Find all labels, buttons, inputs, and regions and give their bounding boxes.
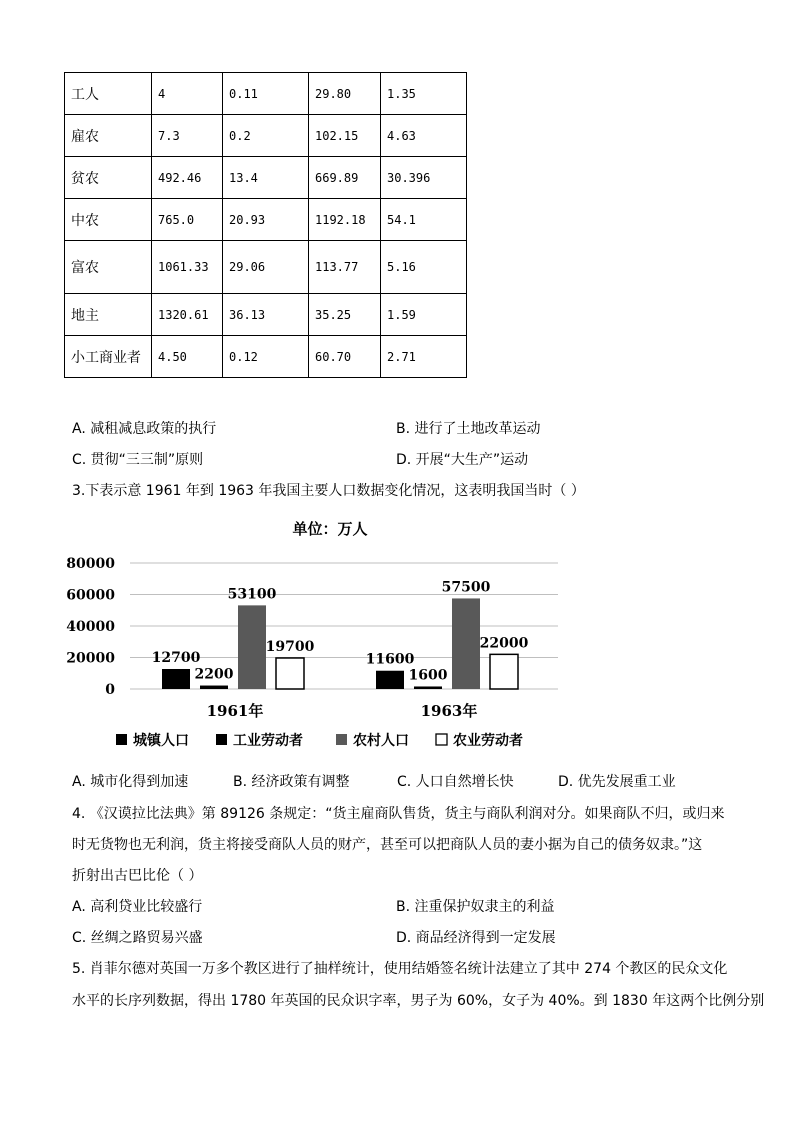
table-cell: 35.25	[309, 294, 381, 336]
legend-swatch	[216, 734, 227, 745]
row-label: 地主	[65, 294, 152, 336]
table-cell: 0.2	[223, 115, 309, 157]
row-label: 富农	[65, 241, 152, 294]
legend-label: 城镇人口	[133, 733, 189, 749]
q3-option-c: C. 人口自然增长快	[397, 774, 514, 790]
table-cell: 60.70	[309, 336, 381, 378]
table-cell: 1.59	[381, 294, 467, 336]
table-cell: 669.89	[309, 157, 381, 199]
q4-stem-line1: 4. 《汉谟拉比法典》第 89126 条规定：“货主雇商队售货，货主与商队利润对分。如果商队不归，或归来	[72, 806, 725, 822]
bar	[376, 671, 404, 689]
table-cell: 4	[152, 73, 223, 115]
q2-option-b: B. 进行了土地改革运动	[396, 421, 541, 437]
legend-swatch	[436, 734, 447, 745]
q2-option-d: D. 开展“大生产”运动	[396, 452, 529, 468]
chart-title: 单位：万人	[292, 520, 368, 538]
table-cell: 1320.61	[152, 294, 223, 336]
table-row	[65, 241, 467, 294]
table-cell: 0.12	[223, 336, 309, 378]
table-cell: 492.46	[152, 157, 223, 199]
q4-stem-line2: 时无货物也无利润，货主将接受商队人员的财产，甚至可以把商队人员的妻小据为自己的债务奴隶。”这	[72, 837, 703, 853]
bar-value-label: 53100	[227, 586, 277, 603]
q4-option-a: A. 高利贷业比较盛行	[72, 899, 203, 915]
bar-value-label: 57500	[441, 579, 491, 596]
table-cell: 29.06	[223, 241, 309, 294]
table-cell: 0.11	[223, 73, 309, 115]
table-cell: 5.16	[381, 241, 467, 294]
row-label: 小工商业者	[65, 336, 152, 378]
bar	[452, 598, 480, 689]
q4-option-d: D. 商品经济得到一定发展	[396, 930, 556, 946]
table-cell: 13.4	[223, 157, 309, 199]
row-label: 雇农	[65, 115, 152, 157]
x-category-label: 1963年	[420, 702, 478, 720]
table-row	[65, 115, 467, 157]
bar	[238, 605, 266, 689]
bar-value-label: 2200	[194, 666, 234, 683]
table-cell: 54.1	[381, 199, 467, 241]
table-cell: 2.71	[381, 336, 467, 378]
legend-label: 农业劳动者	[453, 733, 523, 749]
table-cell: 20.93	[223, 199, 309, 241]
table-cell: 1.35	[381, 73, 467, 115]
table-row	[65, 294, 467, 336]
table-cell: 102.15	[309, 115, 381, 157]
row-label: 工人	[65, 73, 152, 115]
legend-swatch	[116, 734, 127, 745]
row-label: 中农	[65, 199, 152, 241]
table-cell: 1061.33	[152, 241, 223, 294]
bar	[414, 686, 442, 689]
row-label: 贫农	[65, 157, 152, 199]
legend-label: 工业劳动者	[233, 733, 303, 749]
legend-label: 农村人口	[353, 733, 409, 749]
table-cell: 30.396	[381, 157, 467, 199]
q3-option-d: D. 优先发展重工业	[558, 774, 676, 790]
y-tick-label: 20000	[66, 650, 115, 667]
bar-value-label: 19700	[265, 638, 315, 655]
q2-option-a: A. 减租减息政策的执行	[72, 421, 217, 437]
q4-option-c: C. 丝绸之路贸易兴盛	[72, 930, 203, 946]
q3-option-a: A. 城市化得到加速	[72, 774, 189, 790]
table-cell: 36.13	[223, 294, 309, 336]
table-cell: 4.63	[381, 115, 467, 157]
table-row	[65, 336, 467, 378]
q5-stem-line2: 水平的长序列数据，得出 1780 年英国的民众识字率，男子为 60%，女子为 40%。到 1830 年这两个比例分别	[72, 993, 765, 1009]
q3-option-b: B. 经济政策有调整	[233, 774, 350, 790]
bar-value-label: 1600	[408, 667, 448, 684]
bar	[490, 654, 518, 689]
q5-stem-line1: 5. 肖菲尔德对英国一万多个教区进行了抽样统计，使用结婚签名统计法建立了其中 274 个教区的民众文化	[72, 961, 728, 977]
x-category-label: 1961年	[206, 702, 264, 720]
table-cell: 7.3	[152, 115, 223, 157]
q2-option-c: C. 贯彻“三三制”原则	[72, 452, 204, 468]
table-cell: 29.80	[309, 73, 381, 115]
bar-value-label: 11600	[365, 651, 415, 668]
table-cell: 1192.18	[309, 199, 381, 241]
population-bar-chart	[60, 508, 570, 758]
table-row	[65, 157, 467, 199]
q4-option-b: B. 注重保护奴隶主的利益	[396, 899, 555, 915]
table-row	[65, 73, 467, 115]
table-cell: 113.77	[309, 241, 381, 294]
bar-value-label: 12700	[151, 649, 201, 666]
bar	[200, 686, 228, 689]
y-tick-label: 60000	[66, 587, 115, 604]
y-tick-label: 40000	[66, 619, 115, 635]
y-tick-label: 80000	[66, 556, 115, 572]
table-row	[65, 199, 467, 241]
bar	[276, 658, 304, 689]
class-land-table	[64, 72, 467, 378]
q3-stem: 3.下表示意 1961 年到 1963 年我国主要人口数据变化情况，这表明我国当时（ ）	[72, 483, 585, 499]
legend-swatch	[336, 734, 347, 745]
y-tick-label: 0	[105, 682, 115, 698]
table-cell: 4.50	[152, 336, 223, 378]
bar	[162, 669, 190, 689]
bar-value-label: 22000	[479, 635, 529, 652]
q4-stem-line3: 折射出古巴比伦（ ）	[72, 868, 203, 884]
table-cell: 765.0	[152, 199, 223, 241]
